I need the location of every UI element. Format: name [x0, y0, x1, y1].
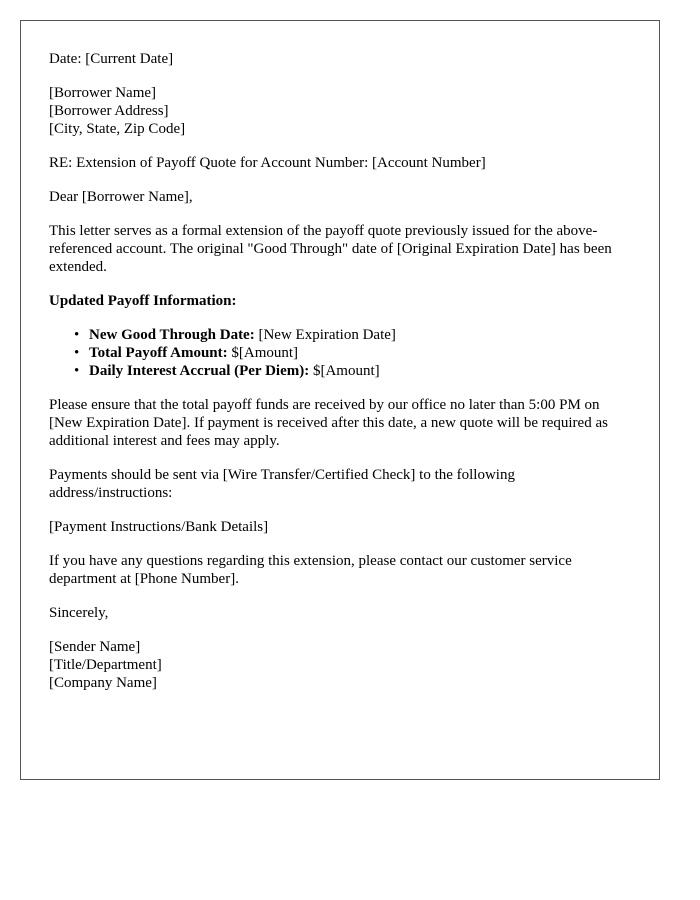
- recipient-name: [Borrower Name]: [49, 85, 157, 101]
- bullet-icon: •: [74, 363, 80, 379]
- bullet-icon: •: [74, 345, 80, 361]
- bullet-icon: •: [74, 327, 80, 343]
- sender-company: [Company Name]: [49, 675, 157, 691]
- recipient-city-state-zip: [City, State, Zip Code]: [49, 121, 186, 137]
- letter-page: [20, 20, 660, 780]
- recipient-address-block: [49, 84, 631, 138]
- re-line: RE: Extension of Payoff Quote for Account Number: [Account Number]: [49, 155, 486, 171]
- sender-name: [Sender Name]: [49, 639, 141, 655]
- deadline-paragraph: Please ensure that the total payoff funds are received by our office no later than 5:00 PM on [New Expiration Date]. If payment is received after this date, a new quote will be required as additional interest and fees may apply.: [49, 397, 608, 449]
- sender-title: [Title/Department]: [49, 657, 162, 673]
- list-item: [74, 362, 631, 380]
- detail-label: New Good Through Date:: [89, 327, 255, 343]
- list-item: [74, 344, 631, 362]
- payment-instructions: [Payment Instructions/Bank Details]: [49, 519, 269, 535]
- contact-paragraph: If you have any questions regarding this extension, please contact our customer service department at [Phone Number].: [49, 553, 572, 587]
- signature-block: [49, 638, 631, 692]
- closing: Sincerely,: [49, 605, 109, 621]
- detail-value: [New Expiration Date]: [258, 327, 396, 343]
- intro-paragraph: This letter serves as a formal extension of the payoff quote previously issued for the above-referenced account. The original "Good Through" date of [Original Expiration Date] has been extended.: [49, 223, 612, 275]
- detail-value: $[Amount]: [231, 345, 299, 361]
- detail-label: Total Payoff Amount:: [89, 345, 228, 361]
- detail-label: Daily Interest Accrual (Per Diem):: [89, 363, 310, 379]
- detail-value: $[Amount]: [312, 363, 380, 379]
- payoff-details-list: [49, 326, 631, 380]
- section-heading: Updated Payoff Information:: [49, 293, 237, 309]
- list-item: [74, 326, 631, 344]
- payment-paragraph: Payments should be sent via [Wire Transfer/Certified Check] to the following address/instructions:: [49, 467, 515, 501]
- salutation: Dear [Borrower Name],: [49, 189, 193, 205]
- recipient-address: [Borrower Address]: [49, 103, 169, 119]
- date-text: Date: [Current Date]: [49, 51, 174, 67]
- date-line: [49, 50, 631, 68]
